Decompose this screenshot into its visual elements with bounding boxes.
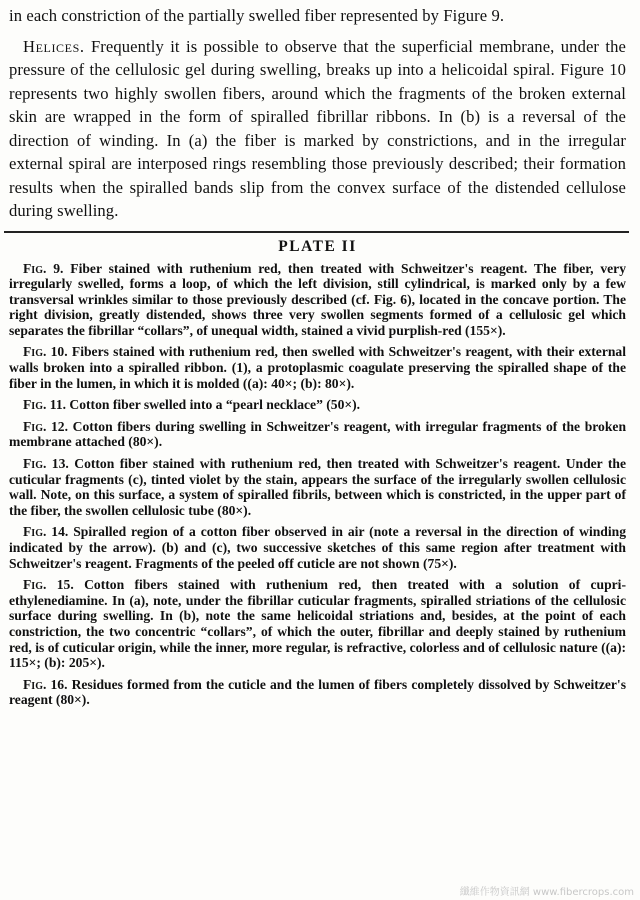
caption-text: Fiber stained with ruthenium red, then treated with Schweitzer's reagent. The fiber, very irregularly swelled, forms a loop, of which the left division, still cylindrical, is marked only by a few transversal wrinkles similar to those previously described (cf. Fig. 6), located in the concave portion. The right division, greatly distended, shows three very swollen segments formed of a cellulosic gel which separates the fibrillar “collars”, of unequal width, stained a vivid purplish-red (155×). bbox=[9, 260, 627, 338]
caption-text: Fibers stained with ruthenium red, then swelled with Schweitzer's reagent, with their external walls broken into a spiralled ribbon. (1), a protoplasmic coagulate preserving the spiralled shape of the fiber in the lumen, in which it is molded ((a): 40×; (b): 80×). bbox=[9, 344, 627, 391]
caption-fig-13 bbox=[9, 456, 626, 518]
caption-label: Fig. 9. bbox=[23, 260, 64, 276]
watermark: 纖維作物資訊網 www.fibercrops.com bbox=[459, 887, 634, 898]
caption-label: Fig. 11. bbox=[23, 397, 67, 413]
caption-fig-14 bbox=[9, 524, 626, 571]
caption-text: Cotton fibers stained with ruthenium red, then treated with a solution of cupri-ethylenediamine. In (a), note, under the fibrillar cuticular fragments, spiralled striations of the cellulosic surface during swelling. In (b), note the same helicoidal striations and, besides, at the point of each constriction, the two concentric “collars”, of which the outer, fibrillar and deeply stained by ruthenium red, is of cuticular origin, while the inner, more regular, is refractive, colorless and of cellulosic nature ((a): 115×; (b): 205×). bbox=[9, 577, 626, 671]
caption-label: Fig. 14. bbox=[23, 524, 69, 540]
caption-label: Fig. 15. bbox=[23, 577, 74, 593]
caption-label: Fig. 10. bbox=[23, 344, 68, 360]
intro-paragraph: in each constriction of the partially swelled fiber represented by Figure 9. bbox=[9, 6, 505, 25]
caption-text: Spiralled region of a cotton fiber observed in air (note a reversal in the direction of winding indicated by the arrow). (b) and (c), two successive sketches of this same region after treatment with Schweitzer's reagent. Fragments of the peeled off cuticle are not shown (75×). bbox=[9, 524, 626, 571]
caption-label: Fig. 16. bbox=[23, 676, 68, 692]
caption-fig-12 bbox=[9, 419, 626, 450]
plate-title: PLATE II bbox=[278, 237, 357, 255]
caption-label: Fig. 13. bbox=[23, 456, 69, 472]
caption-fig-11 bbox=[9, 397, 626, 413]
caption-fig-9 bbox=[9, 261, 626, 339]
helices-heading: Helices. bbox=[23, 36, 85, 56]
caption-text: Cotton fiber stained with ruthenium red, then treated with Schweitzer's reagent. Under the cuticular fragments (c), tinted violet by the stain, appears the surface of the irregularly swollen cellulosic wall. Note, on this surface, a system of spiralled fibrils, between which is constricted, in the upper part of the fiber, the swollen cellulosic tube (80×). bbox=[9, 456, 627, 518]
helices-paragraph bbox=[9, 35, 626, 223]
caption-fig-15 bbox=[9, 577, 626, 671]
caption-text: Residues formed from the cuticle and the lumen of fibers completely dissolved by Schweitzer's reagent (80×). bbox=[9, 676, 626, 708]
caption-text: Cotton fiber swelled into a “pearl necklace” (50×). bbox=[66, 397, 361, 413]
caption-text: Cotton fibers during swelling in Schweitzer's reagent, with irregular fragments of the broken membrane attached (80×). bbox=[9, 418, 626, 450]
caption-fig-10 bbox=[9, 344, 626, 391]
helices-text: Frequently it is possible to observe that the superficial membrane, under the pressure of the cellulosic gel during swelling, breaks up into a helicoidal spiral. Figure 10 represents two highly swollen fibers, around which the fragments of the broken external skin are wrapped in the form of spiralled fibrillar ribbons. In (b) is a reversal of the direction of winding. In (a) the fiber is marked by constrictions, and in the irregular external spiral are interposed rings resembling those previously described; their formation results when the spiralled bands slip from the convex surface of the distended cellulose during swelling. bbox=[9, 36, 626, 220]
section-divider bbox=[4, 231, 629, 233]
caption-fig-16 bbox=[9, 677, 626, 708]
page-content bbox=[9, 4, 626, 714]
caption-label: Fig. 12. bbox=[23, 418, 68, 434]
